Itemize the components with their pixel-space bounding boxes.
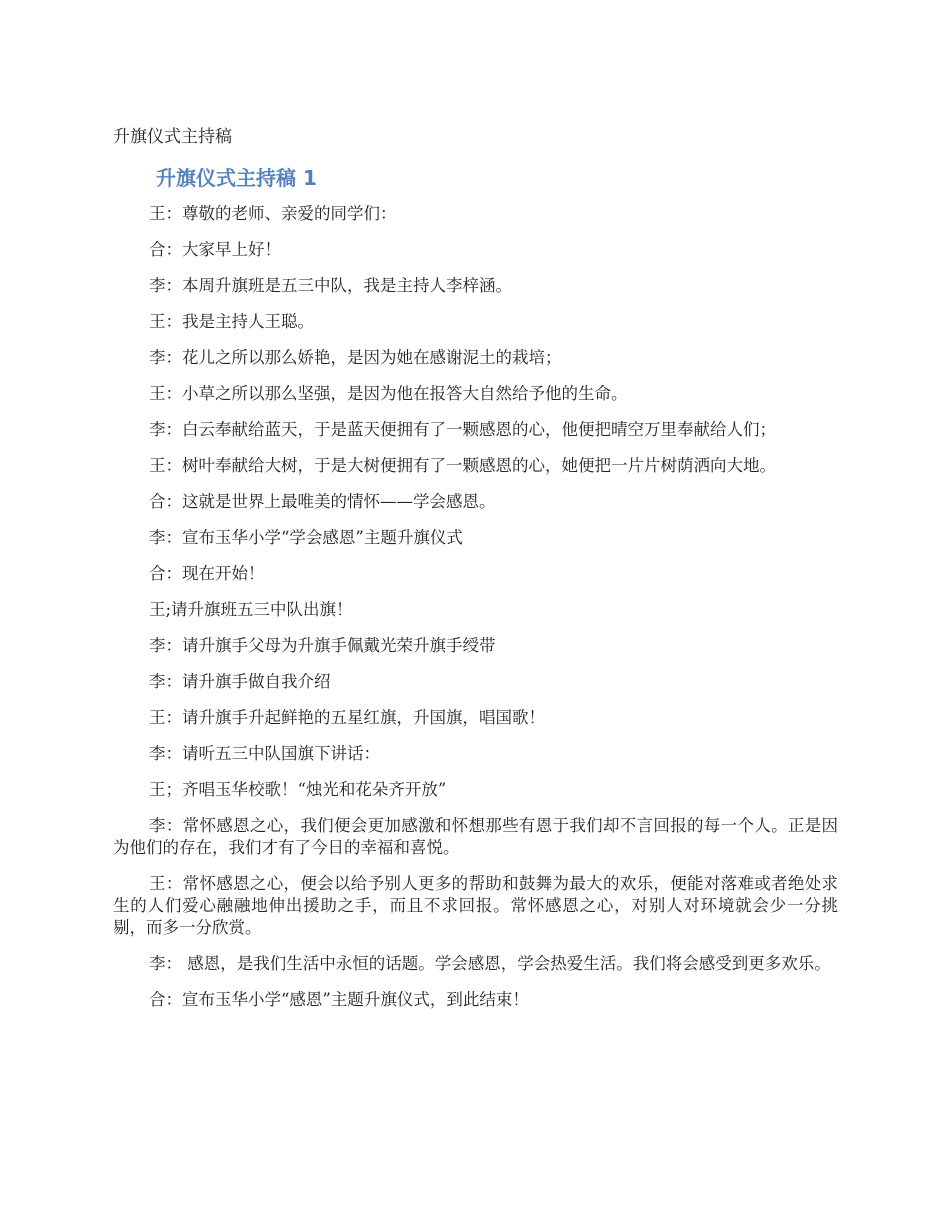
paragraph: 李：常怀感恩之心，我们便会更加感激和怀想那些有恩于我们却不言回报的每一个人。正是因为他们的存在，我们才有了今日的幸福和喜悦。 — [113, 816, 838, 857]
paragraph: 王：尊敬的老师、亲爱的同学们： — [149, 204, 397, 223]
paragraph: 合：宣布玉华小学“感恩”主题升旗仪式，到此结束！ — [149, 990, 529, 1009]
paragraph: 李：请升旗手父母为升旗手佩戴光荣升旗手绶带 — [149, 636, 496, 655]
paragraph: 王;请升旗班五三中队出旗！ — [149, 600, 353, 619]
paragraph: 李：花儿之所以那么娇艳，是因为她在感谢泥土的栽培； — [149, 348, 562, 367]
paragraph: 合：大家早上好！ — [149, 240, 281, 259]
document-title: 升旗仪式主持稿 — [113, 127, 232, 147]
paragraph: 王：我是主持人王聪。 — [149, 312, 314, 331]
paragraph: 李： 感恩，是我们生活中永恒的话题。学会感恩，学会热爱生活。我们将会感受到更多欢乐。 — [149, 954, 831, 973]
paragraph: 李：请听五三中队国旗下讲话： — [149, 744, 380, 763]
paragraph: 王：请升旗手升起鲜艳的五星红旗，升国旗，唱国歌！ — [149, 708, 545, 727]
section-heading: 升旗仪式主持稿 1 — [156, 166, 317, 190]
paragraph: 王：树叶奉献给大树，于是大树便拥有了一颗感恩的心，她便把一片片树荫洒向大地。 — [149, 456, 776, 475]
document-body — [113, 203, 838, 1025]
paragraph: 王：常怀感恩之心，便会以给予别人更多的帮助和鼓舞为最大的欢乐，便能对落难或者绝处求生的人们爱心融融地伸出援助之手，而且不求回报。常怀感恩之心，对别人对环境就会少一分挑剔，而多一分欣赏。 — [113, 874, 838, 937]
paragraph: 王：小草之所以那么坚强，是因为他在报答大自然给予他的生命。 — [149, 384, 628, 403]
paragraph: 李：宣布玉华小学“学会感恩”主题升旗仪式 — [149, 528, 463, 547]
paragraph: 王；齐唱玉华校歌！“烛光和花朵齐开放” — [149, 780, 447, 799]
paragraph: 李：白云奉献给蓝天，于是蓝天便拥有了一颗感恩的心，他便把晴空万里奉献给人们； — [149, 420, 776, 439]
paragraph: 合：这就是世界上最唯美的情怀——学会感恩。 — [149, 492, 496, 511]
paragraph: 李：请升旗手做自我介绍 — [149, 672, 331, 691]
paragraph: 合：现在开始！ — [149, 564, 265, 583]
paragraph: 李：本周升旗班是五三中队，我是主持人李梓涵。 — [149, 276, 512, 295]
